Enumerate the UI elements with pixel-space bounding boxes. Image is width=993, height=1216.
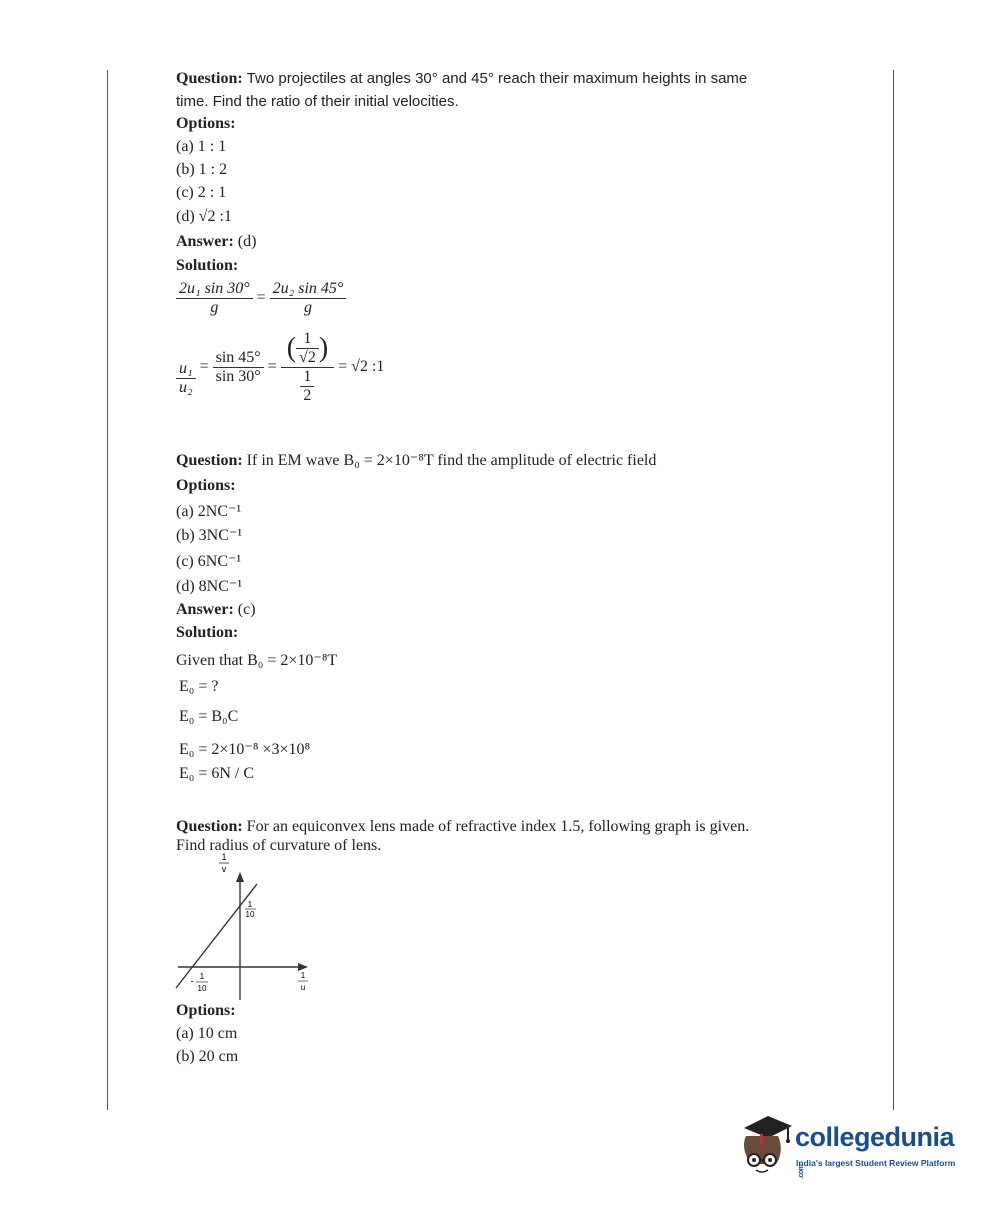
q1-equation-1 <box>176 280 346 317</box>
graph-x-label-num: 1 <box>300 971 306 980</box>
graph-x-intercept-num: 1 <box>199 972 205 981</box>
q1-eq2-sin-num: sin 45° <box>213 349 264 368</box>
graph-y-label-num: 1 <box>221 852 227 862</box>
q3-option-a: (a) 10 cm <box>176 1025 238 1042</box>
q1-eq2-big-fraction <box>281 330 334 405</box>
q2-question-label: Question: <box>176 452 243 469</box>
q1-eq2-equals-2: = <box>267 358 277 376</box>
q2-option-b: (b) 3NC⁻¹ <box>176 527 243 544</box>
brand-logo <box>738 1110 963 1180</box>
graph-x-intercept-den: 10 <box>197 984 207 993</box>
q2-answer-label: Answer: <box>176 601 234 618</box>
q1-option-a: (a) 1 : 1 <box>176 138 227 155</box>
q3-question-text-line2: Find radius of curvature of lens. <box>176 837 382 854</box>
q3-question <box>176 818 749 836</box>
q1-option-b: (b) 1 : 2 <box>176 161 228 178</box>
q3-option-b: (b) 20 cm <box>176 1048 239 1065</box>
q1-eq2-result: = √2 :1 <box>338 358 385 376</box>
q1-eq1-equals: = <box>256 289 266 307</box>
q1-eq2-inner-fraction <box>296 330 319 367</box>
q1-solution-label: Solution: <box>176 257 239 274</box>
q1-eq2-sin-fraction <box>213 349 264 386</box>
q1-answer-label: Answer: <box>176 233 234 250</box>
q1-eq2-equals-1: = <box>199 358 209 376</box>
q1-equation-2 <box>176 330 384 405</box>
q2-step-5: E₀ = 6N / C <box>179 765 255 782</box>
q1-answer-value: (d) <box>237 233 257 250</box>
q1-eq1-rhs-num: 2u₂ sin 45° <box>270 280 347 299</box>
q2-option-c: (c) 6NC⁻¹ <box>176 553 242 570</box>
graph-x-label-den: u <box>300 983 306 992</box>
q2-step-3: E₀ = B₀C <box>179 708 239 725</box>
q1-eq2-inner-den: √2 <box>299 349 316 366</box>
q1-eq1-rhs-den: g <box>303 299 312 316</box>
right-margin-line <box>893 70 894 1110</box>
q1-eq2-half-den: 2 <box>303 387 312 404</box>
q1-eq2-inner-num: 1 <box>296 330 319 349</box>
q1-eq2-ratio-fraction <box>176 360 196 397</box>
q3-options-label: Options: <box>176 1002 236 1019</box>
q1-eq1-lhs-fraction <box>176 280 253 317</box>
q1-eq1-lhs-num: 2u₁ sin 30° <box>176 280 253 299</box>
graph-x-axis <box>178 963 308 971</box>
q3-lens-graph <box>170 852 320 1002</box>
q1-eq2-half-num: 1 <box>300 368 314 387</box>
q1-eq1-lhs-den: g <box>210 299 219 316</box>
q1-eq1-rhs-fraction <box>270 280 347 317</box>
q1-answer <box>176 233 256 251</box>
q1-eq2-ratio-den: u₂ <box>179 379 193 396</box>
brand-suffix: .com <box>798 1164 805 1179</box>
graph-y-label-den: v <box>221 864 227 874</box>
q2-question-text: If in EM wave B₀ = 2×10⁻⁸T find the amplitude of electric field <box>246 452 657 469</box>
q2-step-2: E₀ = ? <box>179 678 219 695</box>
q2-answer-value: (c) <box>237 601 256 618</box>
q2-option-a: (a) 2NC⁻¹ <box>176 503 242 520</box>
q1-eq2-sin-den: sin 30° <box>215 368 261 385</box>
graph-y-axis <box>236 872 244 1000</box>
q1-option-d: (d) √2 :1 <box>176 208 232 225</box>
q2-options-label: Options: <box>176 477 236 494</box>
q1-question-label: Question: <box>176 70 243 87</box>
q2-solution-label: Solution: <box>176 624 239 641</box>
q1-options-label: Options: <box>176 115 236 132</box>
q2-option-d: (d) 8NC⁻¹ <box>176 578 243 595</box>
brand-tagline: India's largest Student Review Platform <box>796 1158 956 1168</box>
q1-question <box>176 70 747 88</box>
brand-name: collegedunia <box>795 1122 955 1152</box>
graph-y-intercept-den: 10 <box>245 910 255 919</box>
q1-option-c: (c) 2 : 1 <box>176 184 227 201</box>
q3-question-label: Question: <box>176 818 243 835</box>
q1-question-text-line2: time. Find the ratio of their initial velocities. <box>176 93 459 110</box>
q1-eq2-ratio-num: u₁ <box>176 360 196 379</box>
q2-step-4: E₀ = 2×10⁻⁸ ×3×10⁸ <box>179 741 311 758</box>
q1-eq2-big-num: ( $\frac{1}{√2}$ ) <box>281 330 334 368</box>
left-margin-line <box>107 70 108 1110</box>
q2-step-1: Given that B₀ = 2×10⁻⁸T <box>176 652 338 669</box>
q1-question-text-line1: Two projectiles at angles 30° and 45° reach their maximum heights in same <box>246 70 748 87</box>
q2-answer <box>176 601 256 619</box>
graph-y-intercept-num: 1 <box>247 900 253 909</box>
graph-x-intercept-sign: - <box>190 976 194 986</box>
q1-eq2-big-den <box>281 368 334 405</box>
mascot-icon <box>738 1110 794 1178</box>
graph-line <box>176 884 257 988</box>
q2-question <box>176 450 656 470</box>
q1-eq2-half-fraction <box>300 368 314 405</box>
q3-question-text-line1: For an equiconvex lens made of refractive index 1.5, following graph is given. <box>246 818 750 835</box>
